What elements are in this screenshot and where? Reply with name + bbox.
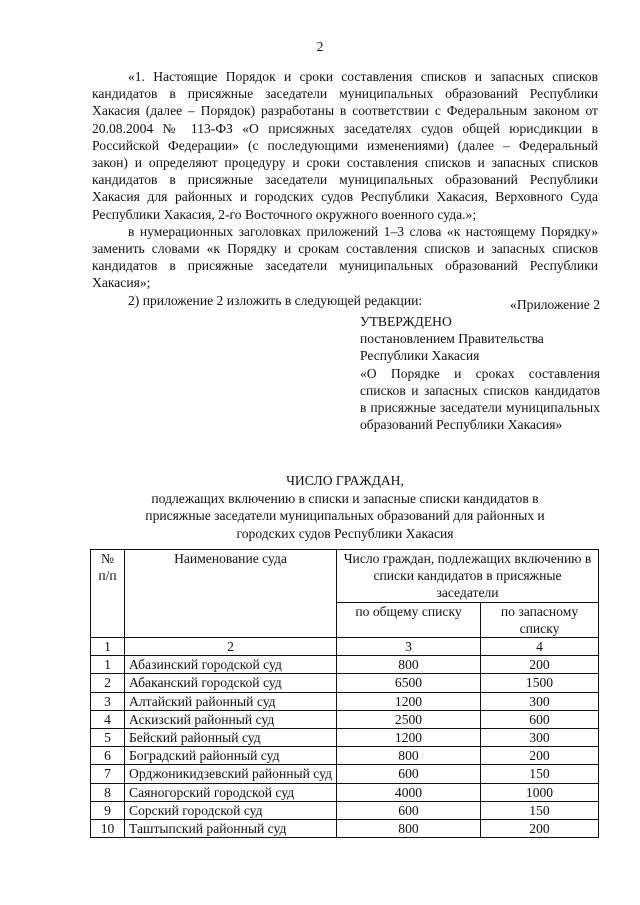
row-court-name: Алтайский районный суд: [125, 692, 337, 710]
index-cell: 1: [91, 638, 125, 656]
table-row: [91, 783, 599, 801]
table-row: [91, 747, 599, 765]
approval-block: [360, 313, 600, 433]
row-num: 10: [91, 820, 125, 838]
approved-line-2: Республики Хакасия: [360, 348, 480, 364]
row-general: 6500: [337, 674, 481, 692]
row-num: 3: [91, 692, 125, 710]
index-cell: 3: [337, 638, 481, 656]
approved-title: УТВЕРЖДЕНО: [360, 314, 452, 329]
row-court-name: Бейский районный суд: [125, 729, 337, 747]
row-court-name: Боградский районный суд: [125, 747, 337, 765]
row-reserve: 1000: [481, 783, 599, 801]
row-reserve: 150: [481, 765, 599, 783]
row-court-name: Абазинский городской суд: [125, 656, 337, 674]
row-general: 2500: [337, 710, 481, 728]
row-num: 4: [91, 710, 125, 728]
table-row: [91, 820, 599, 838]
row-reserve: 300: [481, 729, 599, 747]
paragraph-1: «1. Настоящие Порядок и сроки составления списков и запасных списков кандидатов в присяжные заседатели муниципальных образований Республики Хакасия (далее – Порядок) разработаны в соответствии с Федеральным законом от 20.08.2004 № 113-ФЗ «О присяжных заседателях судов общей юрисдикции в Российской Федерации» (с последующими изменениями) (далее – Федеральный закон) и определяют процедуру и сроки составления списков и запасных списков кандидатов в присяжные заседатели муниципальных образований Республики Хакасия для районных и городских судов Республики Хакасия, Верховного Суда Республики Хакасия, 2-го Восточного окружного военного суда.»;: [92, 69, 598, 222]
paragraph-2: в нумерационных заголовках приложений 1–3 слова «к настоящему Порядку» заменить словами «к Порядку и срокам составления списков и запасных списков кандидатов в присяжные заседатели муниципальных образований Республики Хакасия»;: [92, 223, 598, 291]
header-court-name: Наименование суда: [125, 550, 337, 638]
table-row: [91, 801, 599, 819]
appendix-label: «Приложение 2: [510, 297, 600, 312]
row-court-name: Таштыпский районный суд: [125, 820, 337, 838]
courts-table: [90, 549, 599, 838]
row-general: 600: [337, 801, 481, 819]
row-reserve: 200: [481, 820, 599, 838]
row-num: 2: [91, 674, 125, 692]
row-reserve: 150: [481, 801, 599, 819]
table-row: [91, 729, 599, 747]
table-row: [91, 656, 599, 674]
row-general: 1200: [337, 729, 481, 747]
row-num: 7: [91, 765, 125, 783]
page-number: 2: [316, 39, 324, 54]
row-reserve: 300: [481, 692, 599, 710]
approved-line-1: постановлением Правительства: [360, 331, 544, 347]
row-reserve: 200: [481, 747, 599, 765]
table-row: [91, 692, 599, 710]
table-row: [91, 710, 599, 728]
table-index-row: [91, 638, 599, 656]
approved-line-3: «О Порядке и сроках составления списков и запасных списков кандидатов в присяжные заседатели муниципальных образований Республики Хакасия»: [360, 365, 600, 433]
row-general: 600: [337, 765, 481, 783]
row-general: 4000: [337, 783, 481, 801]
header-num: № п/п: [91, 550, 125, 638]
row-num: 5: [91, 729, 125, 747]
row-court-name: Абаканский городской суд: [125, 674, 337, 692]
row-court-name: Сорский городской суд: [125, 801, 337, 819]
row-general: 1200: [337, 692, 481, 710]
table-heading: [92, 472, 598, 542]
row-num: 8: [91, 783, 125, 801]
row-court-name: Аскизский районный суд: [125, 710, 337, 728]
row-reserve: 1500: [481, 674, 599, 692]
heading-subtitle: подлежащих включению в списки и запасные списки кандидатов в присяжные заседатели муниципальных образований для районных и городских судов Республики Хакасия: [145, 491, 545, 541]
row-general: 800: [337, 820, 481, 838]
row-court-name: Орджоникидзевский районный суд: [125, 765, 337, 783]
row-num: 9: [91, 801, 125, 819]
table-row: [91, 765, 599, 783]
row-num: 6: [91, 747, 125, 765]
header-reserve: по запасному списку: [481, 602, 599, 637]
row-court-name: Саяногорский городской суд: [125, 783, 337, 801]
paragraph-3: 2) приложение 2 изложить в следующей редакции:: [128, 292, 423, 308]
index-cell: 2: [125, 638, 337, 656]
heading-title: ЧИСЛО ГРАЖДАН,: [286, 473, 404, 488]
row-num: 1: [91, 656, 125, 674]
table-row: [91, 674, 599, 692]
header-count: Число граждан, подлежащих включению в списки кандидатов в присяжные заседатели: [337, 550, 599, 603]
row-reserve: 200: [481, 656, 599, 674]
header-general: по общему списку: [337, 602, 481, 637]
row-reserve: 600: [481, 710, 599, 728]
row-general: 800: [337, 747, 481, 765]
body-text: [92, 68, 598, 309]
row-general: 800: [337, 656, 481, 674]
index-cell: 4: [481, 638, 599, 656]
